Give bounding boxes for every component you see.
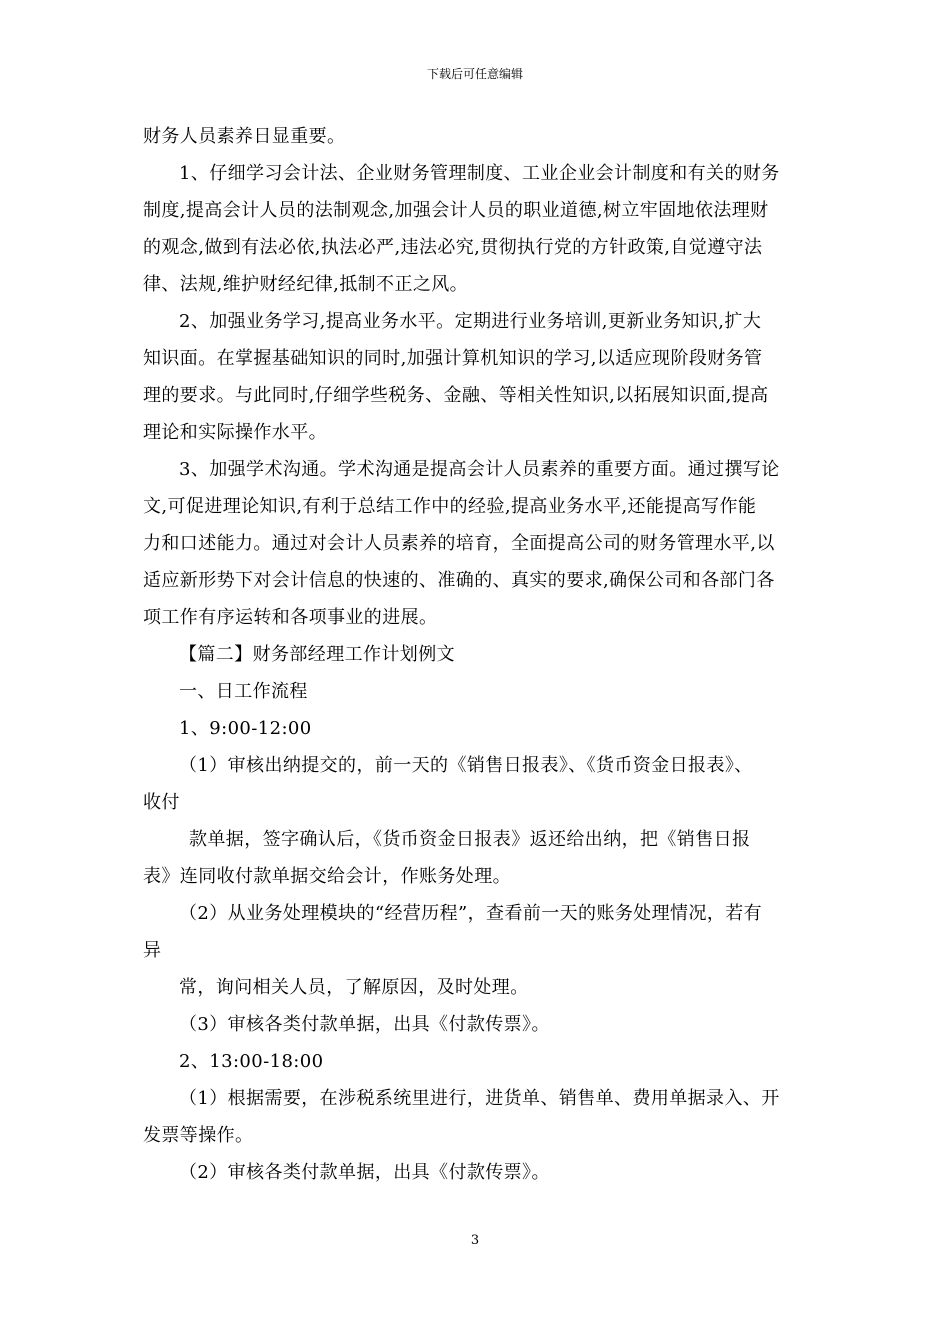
- paragraph-line: 理论和实际操作水平。: [143, 422, 327, 443]
- document-body: [143, 118, 807, 1191]
- time-slot-heading: 2、13:00-18:00: [179, 1051, 324, 1072]
- paragraph-line: 收付: [143, 792, 180, 813]
- paragraph-line: （1）根据需要，在涉税系统里进行，进货单、销售单、费用单据录入、开: [179, 1088, 780, 1109]
- page-header: 下载后可任意编辑: [426, 67, 523, 81]
- paragraph-line: 制度,提高会计人员的法制观念,加强会计人员的职业道德,树立牢固地依法理财: [143, 200, 769, 221]
- paragraph-line: 的观念,做到有法必依,执法必严,违法必究,贯彻执行党的方针政策,自觉遵守法: [143, 237, 763, 258]
- paragraph-line: 知识面。在掌握基础知识的同时,加强计算机知识的学习,以适应现阶段财务管: [143, 348, 763, 369]
- paragraph-line: 款单据，签字确认后，《货币资金日报表》返还给出纳，把《销售日报: [189, 829, 751, 850]
- page-number: 3: [470, 1233, 480, 1248]
- paragraph-line: 财务人员素养日显重要。: [143, 126, 346, 147]
- paragraph-line: 1、仔细学习会计法、企业财务管理制度、工业企业会计制度和有关的财务: [179, 163, 780, 184]
- paragraph-line: （2）从业务处理模块的“经营历程”，查看前一天的账务处理情况，若有: [179, 903, 763, 924]
- paragraph-line: （1）审核出纳提交的，前一天的《销售日报表》、《货币资金日报表》、: [179, 755, 753, 776]
- paragraph-line: （2）审核各类付款单据，出具《付款传票》。: [179, 1162, 550, 1183]
- time-slot-heading: 1、9:00-12:00: [179, 718, 312, 739]
- paragraph-line: 文,可促进理论知识,有利于总结工作中的经验,提高业务水平,还能提高写作能: [143, 496, 757, 517]
- paragraph-line: 常，询问相关人员，了解原因，及时处理。: [179, 977, 529, 998]
- paragraph-line: 律、法规,维护财经纪律,抵制不正之风。: [143, 274, 469, 295]
- paragraph-line: 3、加强学术沟通。学术沟通是提高会计人员素养的重要方面。通过撰写论: [179, 459, 780, 480]
- paragraph-line: 发票等操作。: [143, 1125, 254, 1146]
- paragraph-line: 理的要求。与此同时,仔细学些税务、金融、等相关性知识,以拓展知识面,提高: [143, 385, 769, 406]
- paragraph-line: 表》连同收付款单据交给会计，作账务处理。: [143, 866, 511, 887]
- paragraph-line: 适应新形势下对会计信息的快速的、准确的、真实的要求,确保公司和各部门各: [143, 570, 775, 591]
- paragraph-line: （3）审核各类付款单据，出具《付款传票》。: [179, 1014, 550, 1035]
- subheading: 一、日工作流程: [179, 681, 308, 702]
- paragraph-line: 异: [143, 940, 162, 961]
- paragraph-line: 2、加强业务学习,提高业务水平。定期进行业务培训,更新业务知识,扩大: [179, 311, 762, 332]
- paragraph-line: 项工作有序运转和各项事业的进展。: [143, 607, 438, 628]
- section-heading: 【篇二】财务部经理工作计划例文: [179, 644, 455, 665]
- paragraph-line: 力和口述能力。通过对会计人员素养的培育，全面提高公司的财务管理水平,以: [143, 533, 775, 554]
